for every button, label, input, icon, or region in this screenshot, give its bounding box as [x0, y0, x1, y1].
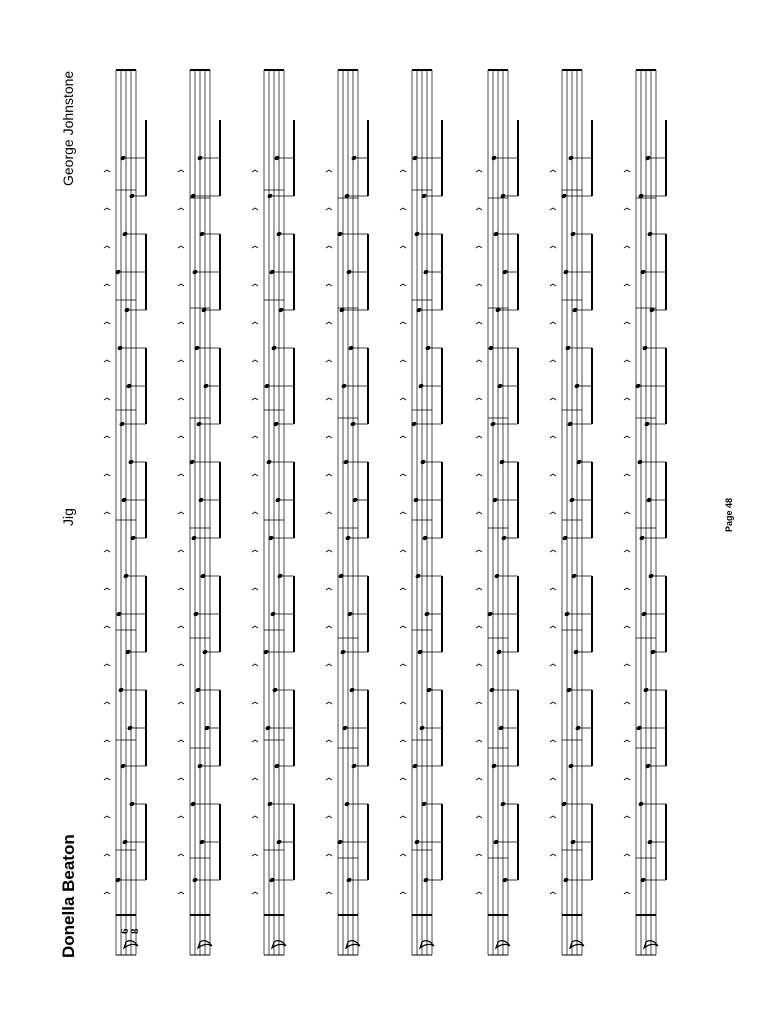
grace-note: [104, 550, 110, 552]
staff-systems: [104, 70, 666, 955]
grace-note: [624, 626, 630, 628]
grace-note: [550, 170, 556, 172]
grace-note: [104, 740, 110, 742]
grace-note: [178, 246, 184, 248]
grace-note: [178, 436, 184, 438]
grace-note: [252, 702, 258, 704]
grace-note: [326, 208, 332, 210]
tune-title: Donella Beaton: [59, 834, 78, 958]
grace-note: [326, 246, 332, 248]
grace-note: [400, 398, 406, 400]
grace-note: [550, 892, 556, 894]
grace-note: [178, 512, 184, 514]
grace-note: [104, 170, 110, 172]
grace-note: [178, 892, 184, 894]
grace-note: [104, 702, 110, 704]
grace-note: [104, 892, 110, 894]
grace-note: [400, 816, 406, 818]
grace-note: [326, 740, 332, 742]
grace-note: [476, 284, 482, 286]
grace-note: [400, 512, 406, 514]
grace-note: [104, 284, 110, 286]
grace-note: [550, 474, 556, 476]
grace-note: [104, 588, 110, 590]
grace-note: [624, 854, 630, 856]
grace-note: [326, 626, 332, 628]
grace-note: [624, 702, 630, 704]
grace-note: [178, 854, 184, 856]
grace-note: [326, 550, 332, 552]
grace-note: [476, 436, 482, 438]
grace-note: [624, 778, 630, 780]
grace-note: [252, 360, 258, 362]
grace-note: [400, 550, 406, 552]
grace-note: [476, 626, 482, 628]
grace-note: [476, 474, 482, 476]
grace-note: [550, 816, 556, 818]
grace-note: [252, 816, 258, 818]
grace-note: [178, 284, 184, 286]
time-signature-top: 6: [119, 928, 131, 934]
grace-note: [326, 322, 332, 324]
grace-note: [624, 512, 630, 514]
grace-note: [252, 588, 258, 590]
grace-note: [104, 246, 110, 248]
grace-note: [326, 854, 332, 856]
grace-note: [326, 436, 332, 438]
grace-note: [476, 740, 482, 742]
grace-note: [326, 816, 332, 818]
grace-note: [326, 398, 332, 400]
grace-note: [476, 512, 482, 514]
grace-note: [104, 854, 110, 856]
grace-note: [476, 360, 482, 362]
grace-note: [624, 474, 630, 476]
grace-note: [400, 474, 406, 476]
grace-note: [550, 550, 556, 552]
grace-note: [550, 398, 556, 400]
grace-note: [178, 778, 184, 780]
grace-note: [624, 246, 630, 248]
grace-note: [400, 360, 406, 362]
grace-note: [326, 702, 332, 704]
grace-note: [326, 664, 332, 666]
grace-note: [326, 360, 332, 362]
grace-note: [400, 664, 406, 666]
grace-note: [400, 170, 406, 172]
grace-note: [104, 474, 110, 476]
grace-note: [178, 816, 184, 818]
grace-note: [326, 892, 332, 894]
grace-note: [624, 360, 630, 362]
grace-note: [326, 474, 332, 476]
grace-note: [104, 360, 110, 362]
grace-note: [104, 398, 110, 400]
grace-note: [550, 626, 556, 628]
grace-note: [178, 626, 184, 628]
grace-note: [550, 208, 556, 210]
page-number: Page 48: [724, 497, 734, 532]
grace-note: [624, 740, 630, 742]
grace-note: [624, 664, 630, 666]
grace-note: [252, 664, 258, 666]
grace-note: [252, 474, 258, 476]
grace-note: [400, 702, 406, 704]
grace-note: [550, 322, 556, 324]
grace-note: [550, 664, 556, 666]
grace-note: [624, 436, 630, 438]
grace-note: [550, 436, 556, 438]
grace-note: [326, 512, 332, 514]
grace-note: [476, 664, 482, 666]
grace-note: [624, 398, 630, 400]
grace-note: [624, 816, 630, 818]
grace-note: [104, 816, 110, 818]
tune-type: Jig: [60, 508, 76, 526]
grace-note: [550, 512, 556, 514]
grace-note: [624, 170, 630, 172]
grace-note: [400, 246, 406, 248]
grace-note: [476, 854, 482, 856]
grace-note: [252, 740, 258, 742]
grace-note: [326, 284, 332, 286]
grace-note: [550, 284, 556, 286]
grace-note: [550, 854, 556, 856]
grace-note: [178, 398, 184, 400]
grace-note: [476, 588, 482, 590]
grace-note: [252, 284, 258, 286]
grace-note: [624, 322, 630, 324]
grace-note: [252, 170, 258, 172]
grace-note: [178, 360, 184, 362]
grace-note: [104, 436, 110, 438]
grace-note: [252, 626, 258, 628]
grace-note: [178, 474, 184, 476]
grace-note: [476, 778, 482, 780]
grace-note: [400, 208, 406, 210]
grace-note: [326, 170, 332, 172]
grace-note: [252, 322, 258, 324]
grace-note: [476, 398, 482, 400]
grace-note: [252, 778, 258, 780]
grace-note: [550, 588, 556, 590]
grace-note: [400, 436, 406, 438]
grace-note: [104, 322, 110, 324]
grace-note: [400, 740, 406, 742]
grace-note: [178, 588, 184, 590]
grace-note: [400, 892, 406, 894]
grace-note: [104, 664, 110, 666]
grace-note: [624, 588, 630, 590]
grace-note: [252, 398, 258, 400]
grace-note: [400, 284, 406, 286]
grace-note: [400, 854, 406, 856]
grace-note: [400, 588, 406, 590]
time-signature-bottom: 8: [129, 928, 141, 934]
grace-note: [400, 626, 406, 628]
grace-note: [550, 246, 556, 248]
grace-note: [476, 208, 482, 210]
grace-note: [178, 322, 184, 324]
grace-note: [400, 778, 406, 780]
grace-note: [550, 740, 556, 742]
grace-note: [252, 512, 258, 514]
grace-note: [178, 208, 184, 210]
grace-note: [326, 778, 332, 780]
grace-note: [550, 778, 556, 780]
grace-note: [550, 702, 556, 704]
grace-note: [476, 246, 482, 248]
grace-note: [476, 550, 482, 552]
grace-note: [104, 778, 110, 780]
grace-note: [476, 702, 482, 704]
grace-note: [400, 322, 406, 324]
grace-note: [624, 892, 630, 894]
grace-note: [104, 208, 110, 210]
grace-note: [326, 588, 332, 590]
grace-note: [476, 816, 482, 818]
grace-note: [178, 740, 184, 742]
grace-note: [624, 550, 630, 552]
grace-note: [104, 512, 110, 514]
grace-note: [476, 892, 482, 894]
grace-note: [178, 702, 184, 704]
grace-note: [624, 208, 630, 210]
grace-note: [550, 360, 556, 362]
grace-note: [252, 854, 258, 856]
grace-note: [252, 892, 258, 894]
grace-note: [104, 626, 110, 628]
grace-note: [476, 322, 482, 324]
grace-note: [476, 170, 482, 172]
grace-note: [178, 664, 184, 666]
grace-note: [252, 208, 258, 210]
grace-note: [624, 284, 630, 286]
composer-name: George Johnstone: [60, 70, 76, 186]
grace-note: [252, 246, 258, 248]
grace-note: [178, 550, 184, 552]
grace-note: [252, 550, 258, 552]
grace-note: [252, 436, 258, 438]
grace-note: [178, 170, 184, 172]
